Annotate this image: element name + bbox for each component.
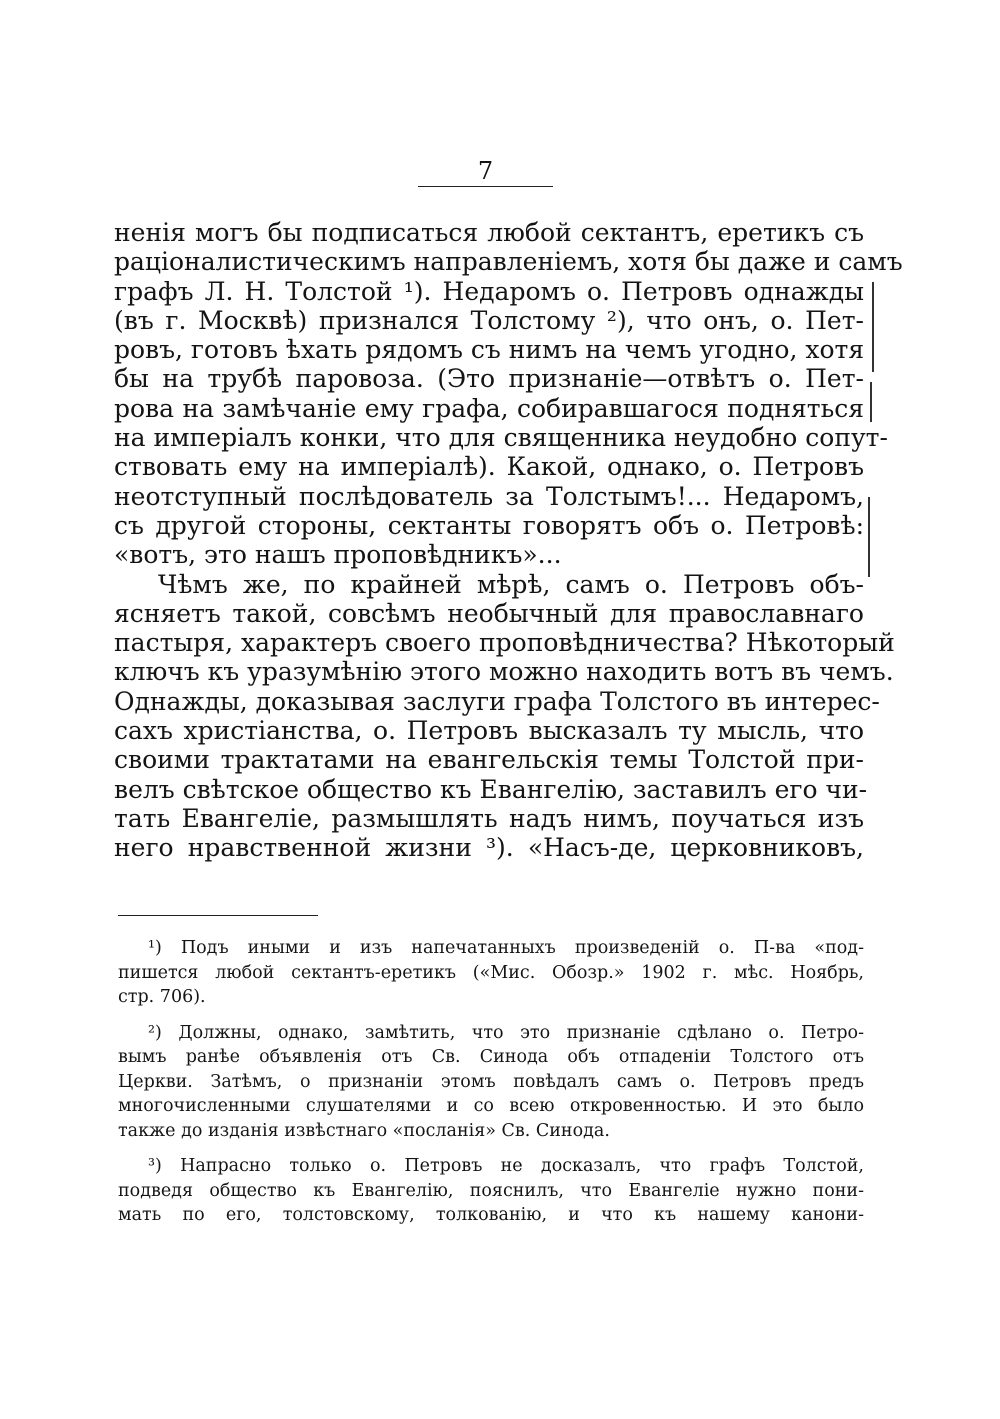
footnote-line: мать по его, толстовскому, толкованiю, и что къ нашему канони- (118, 1205, 864, 1225)
main-text (114, 218, 903, 863)
text-line: ровъ, готовъ ѣхать рядомъ съ нимъ на чемъ угодно, хотя (114, 335, 865, 365)
text-line: своими трактатами на евангельскiя темы Толстой при- (114, 745, 864, 775)
text-line: на имперiалъ конки, что для священника неудобно сопут- (114, 423, 888, 453)
margin-bar (872, 282, 874, 372)
text-line: (въ г. Москвѣ) признался Толстому ²), что онъ, о. Пет- (114, 305, 864, 335)
text-line: бы на трубѣ паровоза. (Это признанiе—отвѣтъ о. Пет- (114, 364, 864, 394)
text-line: Чѣмъ же, по крайней мѣрѣ, самъ о. Петровъ объ- (158, 569, 864, 599)
footnote-line: пишется любой сектантъ-еретикъ («Мис. Обозр.» 1902 г. мѣс. Ноябрь, (118, 962, 864, 983)
footnote-line: ²) Должны, однако, замѣтить, что это признанiе сдѣлано о. Петро- (148, 1022, 864, 1043)
footnote-rule (118, 915, 318, 916)
margin-bar (868, 497, 870, 577)
text-line: рацiоналистическимъ направленiемъ, хотя бы даже и самъ (114, 247, 903, 277)
text-line: сахъ христiанства, о. Петровъ высказалъ ту мысль, что (114, 716, 864, 746)
text-line: него нравственной жизни ³). «Насъ-де, церковниковъ, (114, 833, 864, 863)
footnote-line: также до изданiя извѣстнаго «посланiя» Св. Синода. (118, 1120, 610, 1141)
footnote-line: вымъ ранѣе объявленiя отъ Св. Синода объ отпаденiи Толстого отъ (118, 1047, 864, 1067)
footnote-line: стр. 706). (118, 987, 206, 1007)
text-line: ясняетъ такой, совсѣмъ необычный для православнаго (114, 598, 864, 628)
text-line: велъ свѣтское общество къ Евангелiю, заставилъ его чи- (114, 774, 868, 804)
text-line: Однажды, доказывая заслуги графа Толстого въ интерес- (114, 686, 880, 716)
footnote-3 (118, 1154, 864, 1228)
text-line: ствовать ему на имперiалѣ). Какой, однако, о. Петровъ (114, 452, 864, 482)
footnote-line: многочисленными слушателями и со всею откровенностью. И это было (118, 1096, 864, 1116)
text-line: «вотъ, это нашъ проповѣдникъ»... (114, 540, 562, 570)
page-number-rule (418, 186, 553, 187)
footnote-line: Церкви. Затѣмъ, о признанiи этомъ повѣдалъ самъ о. Петровъ предъ (118, 1071, 864, 1092)
text-line: тать Евангелiе, размышлять надъ нимъ, поучаться изъ (114, 803, 864, 833)
footnote-line: ¹) Подъ иными и изъ напечатанныхъ произведенiй о. П-ва «под- (148, 938, 864, 958)
text-line: графъ Л. Н. Толстой ¹). Недаромъ о. Петровъ однажды (114, 276, 864, 306)
text-line: нeнiя могъ бы подписаться любой сектантъ, еретикъ съ (114, 218, 864, 247)
margin-bar (870, 382, 872, 422)
footnote-line: ³) Напрасно только о. Петровъ не досказалъ, что графъ Толстой, (148, 1156, 864, 1176)
footnote-2 (118, 1021, 864, 1144)
text-line: пастыря, характеръ своего проповѣдничества? Нѣкоторый (114, 628, 895, 658)
footnote-line: подведя общество къ Евангелiю, пояснилъ, что Евангелiе нужно пони- (118, 1180, 864, 1201)
text-line: неотступный послѣдователь за Толстымъ!... Недаромъ, (114, 481, 864, 511)
footnote-1 (118, 936, 864, 1010)
margin-marks (868, 282, 888, 582)
text-line: рова на замѣчанiе ему графа, собиравшагося подняться (114, 393, 864, 423)
text-line: ключъ къ уразумѣнiю этого можно находить вотъ въ чемъ. (114, 657, 894, 687)
text-line: съ другой стороны, сектанты говорятъ объ о. Петровѣ: (114, 510, 864, 540)
page-number: 7 (477, 157, 494, 185)
footnotes (118, 936, 864, 1239)
